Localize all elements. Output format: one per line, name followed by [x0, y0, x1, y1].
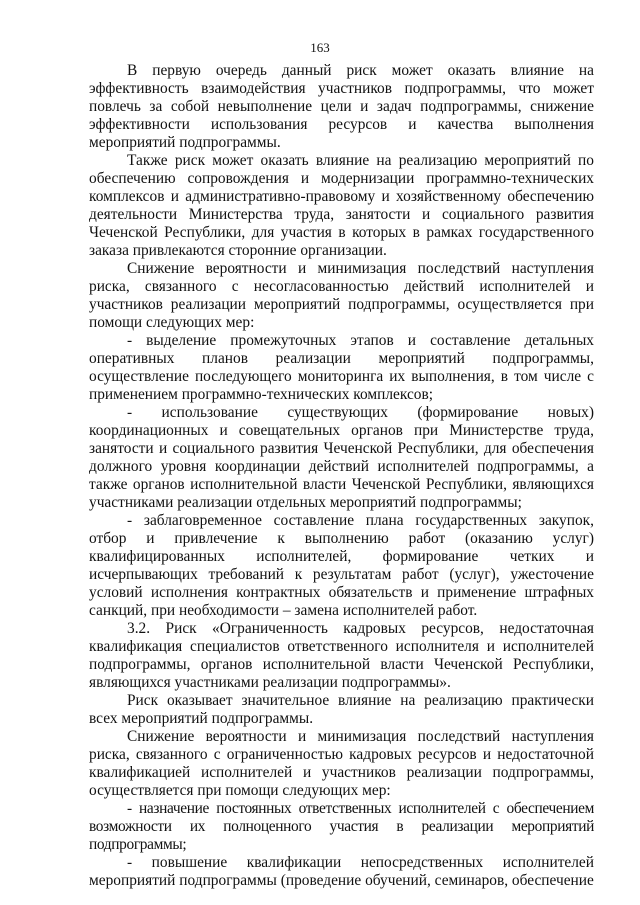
paragraph-mitigation-intro: Снижение вероятности и минимизация последствий наступления риска, связанного с несогласованностью действий исполнителей и участников реализации мероприятий подпрограммы, осуществляется при помощи следующих мер:: [89, 260, 594, 331]
list-item-intermediate-stages: - выделение промежуточных этапов и составление детальных оперативных планов реализации мероприятий подпрограммы, осуществление последующего мониторинга их выполнения, в том числе с применением программно-технических комплексов;: [89, 332, 594, 403]
list-item-coordination-bodies: - использование существующих (формирование новых) координационных и совещательных органов при Министерстве труда, занятости и социального развития Чеченской Республики, для обеспечения должного уровня координации действий исполнителей подпрограммы, а также органов исполнительной власти Чеченской Республики, являющихся участниками реализации отдельных мероприятий подпрограммы;: [89, 404, 594, 511]
paragraph-risk-influence: Риск оказывает значительное влияние на реализацию практически всех мероприятий подпрограммы.: [89, 692, 594, 727]
paragraph-risk-implementation: Также риск может оказать влияние на реализацию мероприятий по обеспечению сопровождения и модернизации программно-технических комплексов и административно-правовому и хозяйственному обеспечению деятельности Министерства труда, занятости и социального развития Чеченской Республики, для участия в которых в рамках государственного заказа привлекаются сторонние организации.: [89, 152, 594, 259]
document-body: [89, 62, 594, 890]
paragraph-staff-mitigation-intro: Снижение вероятности и минимизация последствий наступления риска, связанного с ограниченностью кадровых ресурсов и недостаточной квалификацией исполнителей и участников реализации подпрограммы, осуществляется при помощи следующих мер:: [89, 728, 594, 799]
paragraph-risk-3-2: 3.2. Риск «Ограниченность кадровых ресурсов, недостаточная квалификация специалистов ответственного исполнителя и исполнителей подпрограммы, органов исполнительной власти Чеченской Республики, являющихся участниками реализации подпрограммы».: [89, 620, 594, 691]
paragraph-risk-impact: В первую очередь данный риск может оказать влияние на эффективность взаимодействия участников подпрограммы, что может повлечь за собой невыполнение цели и задач подпрограммы, снижение эффективности использования ресурсов и качества выполнения мероприятий подпрограммы.: [89, 62, 594, 151]
page-number: 163: [310, 40, 330, 55]
list-item-procurement-plan: - заблаговременное составление плана государственных закупок, отбор и привлечение к выполнению работ (оказанию услуг) квалифицированных исполнителей, формирование четких и исчерпывающих требований к результатам работ (услуг), ужесточение условий исполнения контрактных обязательств и применение штрафных санкций, при необходимости – замена исполнителей работ.: [89, 512, 594, 619]
list-item-qualification: - повышение квалификации непосредственных исполнителей мероприятий подпрограммы (проведение обучений, семинаров, обеспечение: [89, 854, 594, 889]
list-item-permanent-executors: - назначение постоянных ответственных исполнителей с обеспечением возможности их полноценного участия в реализации мероприятий подпрограммы;: [89, 800, 594, 853]
